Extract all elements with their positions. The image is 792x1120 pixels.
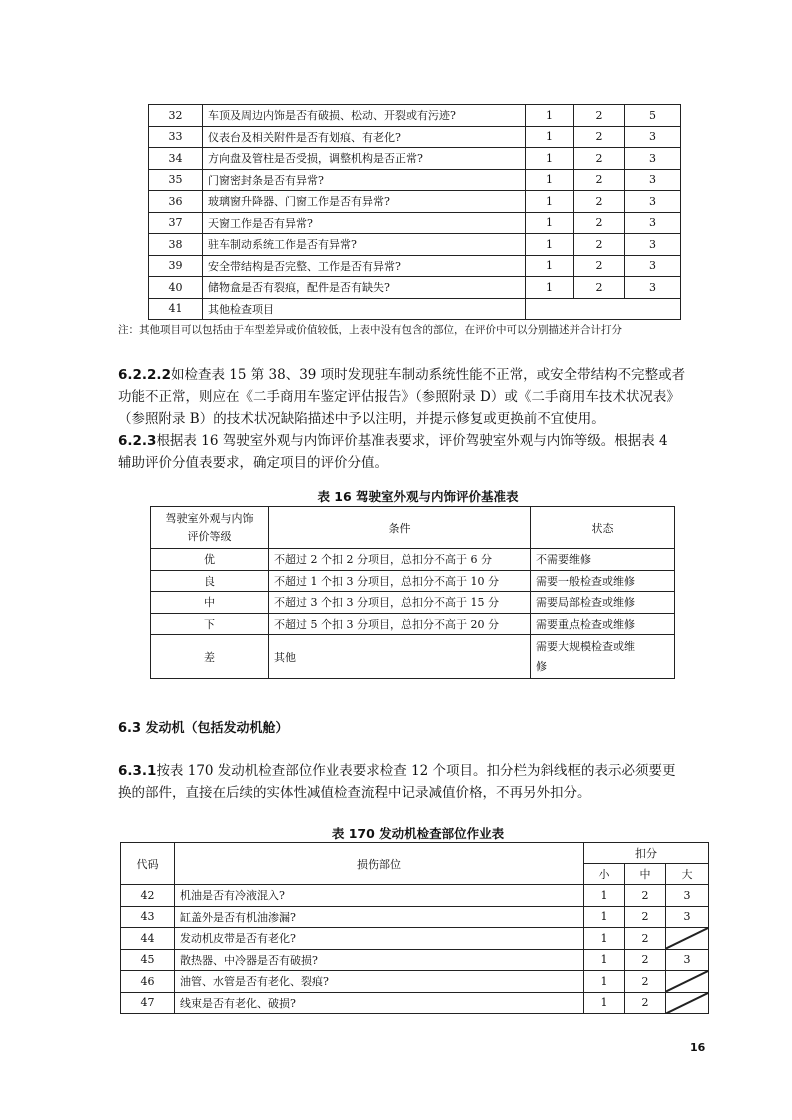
row-damage-part: 散热器、中冷器是否有破损? xyxy=(175,949,584,971)
row-code: 47 xyxy=(121,992,175,1014)
section-number: 6.2.3 xyxy=(118,433,157,449)
row-status: 不需要维修 xyxy=(531,549,675,571)
table-170-caption: 表 170 发动机检查部位作业表 xyxy=(331,826,505,841)
engine-inspection-table-170 xyxy=(120,842,709,1014)
row-code: 40 xyxy=(149,277,203,299)
row-condition: 不超过 3 个扣 3 分项目，总扣分不高于 15 分 xyxy=(269,592,531,614)
table-row xyxy=(149,148,681,170)
row-grade: 优 xyxy=(151,549,269,571)
row-code: 44 xyxy=(121,928,175,950)
score-big: 3 xyxy=(625,212,681,234)
header-small: 小 xyxy=(584,864,625,885)
row-damage-part: 油管、水管是否有老化、裂痕? xyxy=(175,971,584,993)
score-small: 1 xyxy=(526,126,574,148)
score-small: 1 xyxy=(526,277,574,299)
row-code: 33 xyxy=(149,126,203,148)
page-number: 16 xyxy=(690,1041,706,1054)
score-big: 5 xyxy=(625,105,681,127)
header-condition: 条件 xyxy=(269,507,531,549)
header-deduct: 扣分 xyxy=(584,843,709,864)
table-row xyxy=(151,592,675,614)
score-mid: 2 xyxy=(574,148,625,170)
table-row xyxy=(149,169,681,191)
row-item: 方向盘及管柱是否受损，调整机构是否正常? xyxy=(203,148,526,170)
table-170-body xyxy=(121,843,709,1014)
score-big: 3 xyxy=(625,169,681,191)
score-small: 1 xyxy=(526,255,574,277)
row-status: 需要局部检查或维修 xyxy=(531,592,675,614)
table-15-body xyxy=(149,105,681,320)
score-big: 3 xyxy=(666,949,709,971)
score-small: 1 xyxy=(584,992,625,1014)
row-condition: 不超过 1 个扣 3 分项目，总扣分不高于 10 分 xyxy=(269,570,531,592)
row-status: 需要大规模检查或维 修 xyxy=(531,635,675,679)
table-row xyxy=(121,992,709,1014)
score-small: 1 xyxy=(526,169,574,191)
table-16-caption: 表 16 驾驶室外观与内饰评价基准表 xyxy=(317,489,519,504)
row-item: 门窗密封条是否有异常? xyxy=(203,169,526,191)
table-header-row xyxy=(121,843,709,864)
header-code: 代码 xyxy=(121,843,175,885)
score-mid: 2 xyxy=(574,169,625,191)
score-small: 1 xyxy=(526,212,574,234)
section-number: 6.3.1 xyxy=(118,763,157,779)
row-item: 驻车制动系统工作是否有异常? xyxy=(203,234,526,256)
row-item: 储物盒是否有裂痕，配件是否有缺失? xyxy=(203,277,526,299)
header-big: 大 xyxy=(666,864,709,885)
row-item: 玻璃窗升降器、门窗工作是否有异常? xyxy=(203,191,526,213)
slash-cell xyxy=(666,971,709,993)
table-row xyxy=(149,105,681,127)
score-mid: 2 xyxy=(625,949,666,971)
row-damage-part: 发动机皮带是否有老化? xyxy=(175,928,584,950)
score-big: 3 xyxy=(625,191,681,213)
row-condition: 其他 xyxy=(269,635,531,679)
score-mid: 2 xyxy=(625,992,666,1014)
header-status: 状态 xyxy=(531,507,675,549)
score-small: 1 xyxy=(526,105,574,127)
evaluation-table-16 xyxy=(150,506,675,679)
score-small: 1 xyxy=(584,928,625,950)
table-row xyxy=(151,613,675,635)
score-mid: 2 xyxy=(574,126,625,148)
row-status: 需要一般检查或维修 xyxy=(531,570,675,592)
row-item: 天窗工作是否有异常? xyxy=(203,212,526,234)
score-small: 1 xyxy=(584,949,625,971)
score-small: 1 xyxy=(526,234,574,256)
row-damage-part: 线束是否有老化、破损? xyxy=(175,992,584,1014)
score-mid: 2 xyxy=(574,191,625,213)
row-code: 46 xyxy=(121,971,175,993)
table-row xyxy=(121,885,709,907)
score-mid: 2 xyxy=(625,885,666,907)
table-row xyxy=(121,928,709,950)
row-code: 32 xyxy=(149,105,203,127)
row-code: 35 xyxy=(149,169,203,191)
score-big: 3 xyxy=(625,255,681,277)
score-small: 1 xyxy=(526,148,574,170)
score-mid: 2 xyxy=(574,234,625,256)
table-16-body xyxy=(151,507,675,679)
row-code: 39 xyxy=(149,255,203,277)
paragraph-6-2-2-2: 6.2.2.2如检查表 15 第 38、39 项时发现驻车制动系统性能不正常，或安全带结构不完整或者 功能不正常，则应在《二手商用车鉴定评估报告》（参照附录 D）或《二手商用车技术状况表》 （参照附录 B）的技术状况缺陷描述中予以注明，并提示修复或更换前不宜使用。 xyxy=(118,367,686,427)
score-mid: 2 xyxy=(574,105,625,127)
score-small: 1 xyxy=(584,906,625,928)
row-code: 43 xyxy=(121,906,175,928)
header-grade: 驾驶室外观与内饰 评价等级 xyxy=(151,507,269,549)
slash-cell xyxy=(666,928,709,950)
section-heading-6-3: 6.3 发动机（包括发动机舱） xyxy=(118,721,289,736)
score-mid: 2 xyxy=(625,928,666,950)
table-row xyxy=(121,906,709,928)
row-code: 45 xyxy=(121,949,175,971)
row-grade: 良 xyxy=(151,570,269,592)
row-damage-part: 缸盖外是否有机油渗漏? xyxy=(175,906,584,928)
table-header-row xyxy=(151,507,675,549)
row-score-empty xyxy=(526,298,681,320)
row-item: 仪表台及相关附件是否有划痕、有老化? xyxy=(203,126,526,148)
score-big: 3 xyxy=(625,277,681,299)
slash-cell xyxy=(666,992,709,1014)
score-big: 3 xyxy=(625,126,681,148)
row-condition: 不超过 2 个扣 2 分项目，总扣分不高于 6 分 xyxy=(269,549,531,571)
paragraph-6-2-3: 6.2.3根据表 16 驾驶室外观与内饰评价基准表要求，评价驾驶室外观与内饰等级。根据表 4 辅助评价分值表要求，确定项目的评价分值。 xyxy=(118,433,668,471)
score-small: 1 xyxy=(584,971,625,993)
row-grade: 下 xyxy=(151,613,269,635)
header-mid: 中 xyxy=(625,864,666,885)
row-condition: 不超过 5 个扣 3 分项目，总扣分不高于 20 分 xyxy=(269,613,531,635)
header-damage-part: 损伤部位 xyxy=(175,843,584,885)
table-row xyxy=(149,255,681,277)
table-row xyxy=(151,549,675,571)
table-note: 注：其他项目可以包括由于车型差异或价值较低，上表中没有包含的部位，在评价中可以分别描述并合计打分 xyxy=(118,324,622,336)
score-mid: 2 xyxy=(625,906,666,928)
row-item: 安全带结构是否完整、工作是否有异常? xyxy=(203,255,526,277)
paragraph-6-3-1: 6.3.1按表 170 发动机检查部位作业表要求检查 12 个项目。扣分栏为斜线框的表示必须要更 换的部件，直接在后续的实体性减值检查流程中记录减值价格，不再另外扣分。 xyxy=(118,763,676,801)
table-row xyxy=(121,949,709,971)
score-big: 3 xyxy=(625,234,681,256)
table-row xyxy=(151,635,675,679)
table-row xyxy=(149,191,681,213)
table-row xyxy=(149,234,681,256)
row-grade: 差 xyxy=(151,635,269,679)
row-code: 38 xyxy=(149,234,203,256)
score-mid: 2 xyxy=(574,255,625,277)
row-code: 41 xyxy=(149,298,203,320)
row-damage-part: 机油是否有冷液混入? xyxy=(175,885,584,907)
inspection-table-15 xyxy=(148,104,681,320)
score-small: 1 xyxy=(526,191,574,213)
score-mid: 2 xyxy=(574,212,625,234)
score-big: 3 xyxy=(666,885,709,907)
score-mid: 2 xyxy=(574,277,625,299)
row-status: 需要重点检查或维修 xyxy=(531,613,675,635)
table-row xyxy=(149,277,681,299)
score-big: 3 xyxy=(625,148,681,170)
table-row xyxy=(121,971,709,993)
row-code: 42 xyxy=(121,885,175,907)
score-big: 3 xyxy=(666,906,709,928)
row-grade: 中 xyxy=(151,592,269,614)
score-small: 1 xyxy=(584,885,625,907)
table-row xyxy=(149,212,681,234)
row-code: 36 xyxy=(149,191,203,213)
table-row xyxy=(149,126,681,148)
row-code: 37 xyxy=(149,212,203,234)
row-item: 车顶及周边内饰是否有破损、松动、开裂或有污迹? xyxy=(203,105,526,127)
row-code: 34 xyxy=(149,148,203,170)
row-item: 其他检查项目 xyxy=(203,298,526,320)
section-number: 6.2.2.2 xyxy=(118,367,171,383)
table-row xyxy=(149,298,681,320)
score-mid: 2 xyxy=(625,971,666,993)
table-row xyxy=(151,570,675,592)
